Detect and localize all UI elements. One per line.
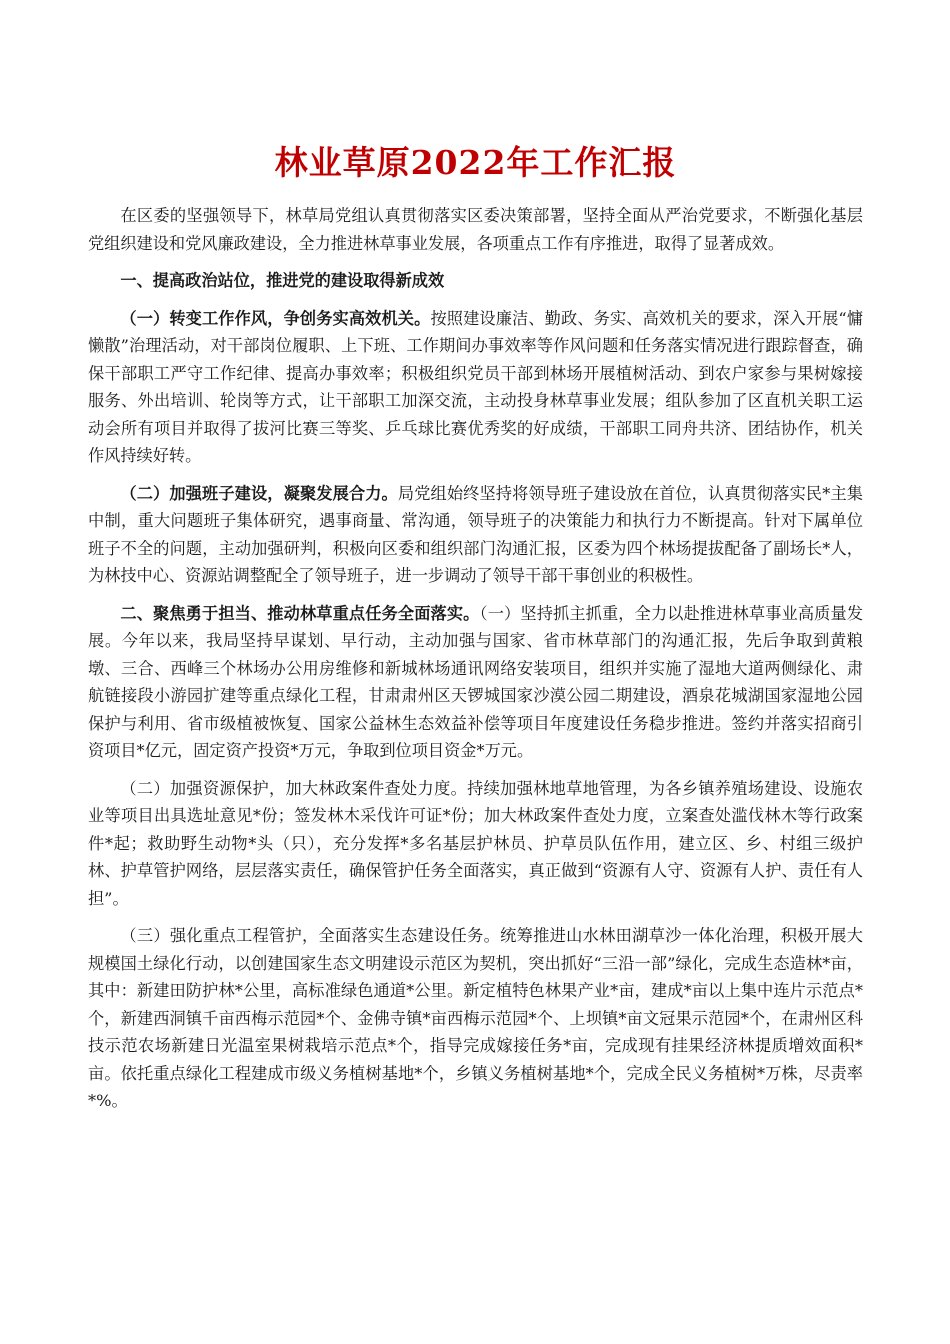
section1-paragraph1: [88, 305, 863, 470]
intro-paragraph: 在区委的坚强领导下，林草局党组认真贯彻落实区委决策部署，坚持全面从严治党要求，不断强化基层党组织建设和党风廉政建设，全力推进林草事业发展，各项重点工作有序推进，取得了显著成效。: [88, 206, 863, 253]
document-page: [88, 140, 863, 1115]
section1-p2-body: 局党组始终坚持将领导班子建设放在首位，认真贯彻落实民*主集中制，重大问题班子集体研究，遇事商量、常沟通，领导班子的决策能力和执行力不断提高。针对下属单位班子不全的问题，主动加强研判，积极向区委和组织部门沟通汇报，区委为四个林场提拔配备了副场长*人，为林技中心、资源站调整配全了领导班子，进一步调动了领导干部干事创业的积极性。: [88, 483, 863, 586]
section2-paragraph2: （二）加强资源保护，加大林政案件查处力度。持续加强林地草地管理，为各乡镇养殖场建设、设施农业等项目出具选址意见*份；签发林木采伐许可证*份；加大林政案件查处力度，立案查处滥伐林木等行政案件*起；救助野生动物*头（只），充分发挥*多名基层护林员、护草员队伍作用，建立区、乡、村组三级护林、护草管护网络，层层落实责任，确保管护任务全面落实，真正做到“资源有人守、资源有人护、责任有人担”。: [88, 778, 863, 908]
section2-heading: 二、聚焦勇于担当、推动林草重点任务全面落实。: [120, 603, 480, 623]
section1-p2-lead: （二）加强班子建设，凝聚发展合力。: [120, 483, 398, 503]
section1-paragraph2: [88, 480, 863, 590]
section2-paragraph3: （三）强化重点工程管护，全面落实生态建设任务。统筹推进山水林田湖草沙一体化治理，积极开展大规模国土绿化行动，以创建国家生态文明建设示范区为契机，突出抓好“三沿一部”绿化，完成生态造林*亩，其中：新建田防护林*公里，高标准绿色通道*公里。新定植特色林果产业*亩，建成*亩以上集中连片示范点*个，新建西洞镇千亩西梅示范园*个、金佛寺镇*亩西梅示范园*个、上坝镇*亩文冠果示范园*个，在肃州区科技示范农场新建日光温室果树栽培示范点*个，指导完成嫁接任务*亩，完成现有挂果经济林提质增效面积*亩。依托重点绿化工程建成市级义务植树基地*个，乡镇义务植树基地*个，完成全民义务植树*万株，尽责率*%。: [88, 926, 863, 1111]
section1-p1-body: 按照建设廉洁、勤政、务实、高效机关的要求，深入开展“慵懒散”治理活动，对干部岗位履职、上下班、工作期间办事效率等作风问题和任务落实情况进行跟踪督查，确保干部职工严守工作纪律、提高办事效率；积极组织党员干部到林场开展植树活动、到农户家参与果树嫁接服务、外出培训、轮岗等方式，让干部职工加深交流，主动投身林草事业发展；组队参加了区直机关职工运动会所有项目并取得了拔河比赛三等奖、乒乓球比赛优秀奖的好成绩，干部职工同舟共济、团结协作，机关作风持续好转。: [88, 308, 864, 466]
section1-heading: 一、提高政治站位，推进党的建设取得新成效: [120, 271, 445, 291]
section2-p1-body: （一）坚持抓主抓重，全力以赴推进林草事业高质量发展。今年以来，我局坚持早谋划、早行动，主动加强与国家、省市林草部门的沟通汇报，先后争取到黄粮墩、三合、西峰三个林场办公用房维修和新城林场通讯网络安装项目，组织并实施了湿地大道两侧绿化、肃航链接段小游园扩建等重点绿化工程，甘肃肃州区天锣城国家沙漠公园二期建设，酒泉花城湖国家湿地公园保护与利用、省市级植被恢复、国家公益林生态效益补偿等项目年度建设任务稳步推进。签约并落实招商引资项目*亿元，固定资产投资*万元，争取到位项目资金*万元。: [88, 603, 864, 761]
section1-p1-lead: （一）转变工作作风，争创务实高效机关。: [120, 308, 431, 328]
document-title: 林业草原2022年工作汇报: [274, 143, 677, 182]
section2-paragraph1: [88, 600, 863, 765]
